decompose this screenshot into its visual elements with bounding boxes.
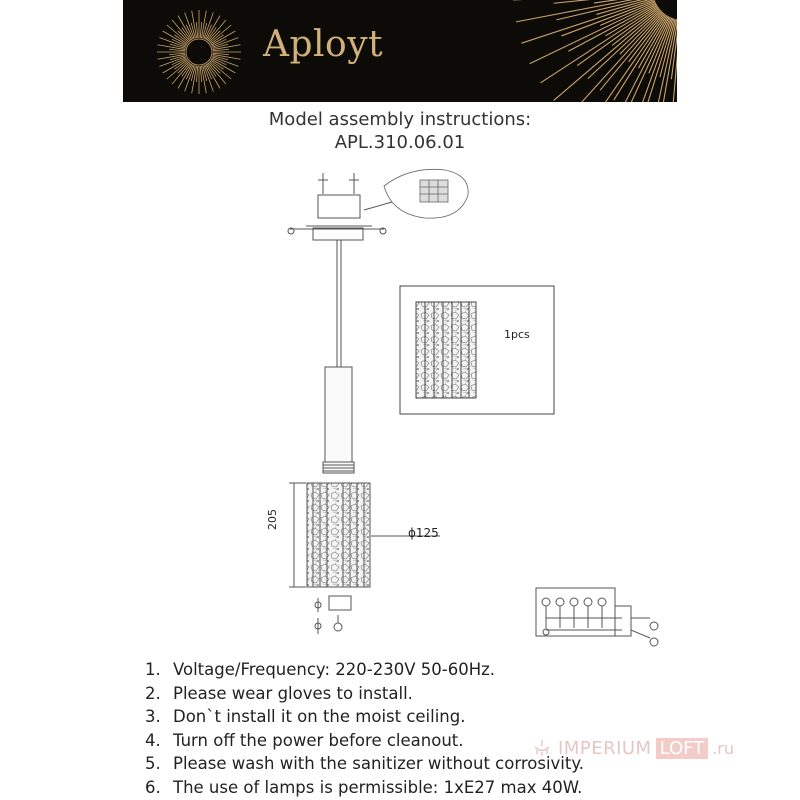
parts-box [400, 286, 554, 414]
instruction-item [145, 752, 584, 776]
suspension-cord [337, 240, 341, 367]
instructions-list [145, 658, 584, 800]
model-number: APL.310.06.01 [334, 132, 466, 153]
watermark-badge: LOFT [656, 738, 709, 759]
watermark-text: IMPERIUM [558, 737, 652, 759]
instruction-number: 6. [145, 777, 161, 797]
instruction-item [145, 729, 584, 753]
instruction-item [145, 682, 584, 706]
instruction-number: 3. [145, 707, 161, 727]
instruction-text: Voltage/Frequency: 220-230V 50-60Hz. [173, 660, 496, 679]
instruction-text: Turn off the power before cleanout. [173, 730, 464, 750]
instruction-number: 4. [145, 730, 161, 750]
instruction-text: Please wash with the sanitizer without corrosivity. [173, 754, 585, 774]
instruction-item [145, 705, 584, 729]
ceiling-canopy [288, 173, 392, 240]
lamp-holder-tube [323, 367, 354, 473]
terminal-block-detail [384, 169, 468, 218]
watermark [532, 734, 734, 762]
parts-quantity-label: 1pcs [504, 328, 530, 341]
instruction-item [145, 658, 584, 682]
watermark-domain: .ru [712, 738, 734, 758]
instruction-text: Don`t install it on the moist ceiling. [173, 707, 466, 727]
doc-title: Model assembly instructions: [268, 109, 532, 130]
instruction-number: 1. [145, 660, 161, 679]
instruction-text: Please wear gloves to install. [173, 683, 413, 703]
diameter-dimension-label: ϕ125 [408, 526, 439, 540]
instruction-number: 2. [145, 683, 161, 703]
chandelier-icon [532, 738, 552, 758]
wiring-diagram [536, 588, 658, 646]
instruction-item [145, 776, 584, 800]
brand-logo-text: Aployt [263, 24, 384, 65]
instruction-text: The use of lamps is permissible: 1xE27 max 40W. [173, 777, 583, 797]
crystal-shade [307, 483, 370, 587]
height-dimension-label: 205 [266, 509, 279, 530]
bulb-assembly [315, 596, 351, 634]
instruction-number: 5. [145, 754, 161, 774]
